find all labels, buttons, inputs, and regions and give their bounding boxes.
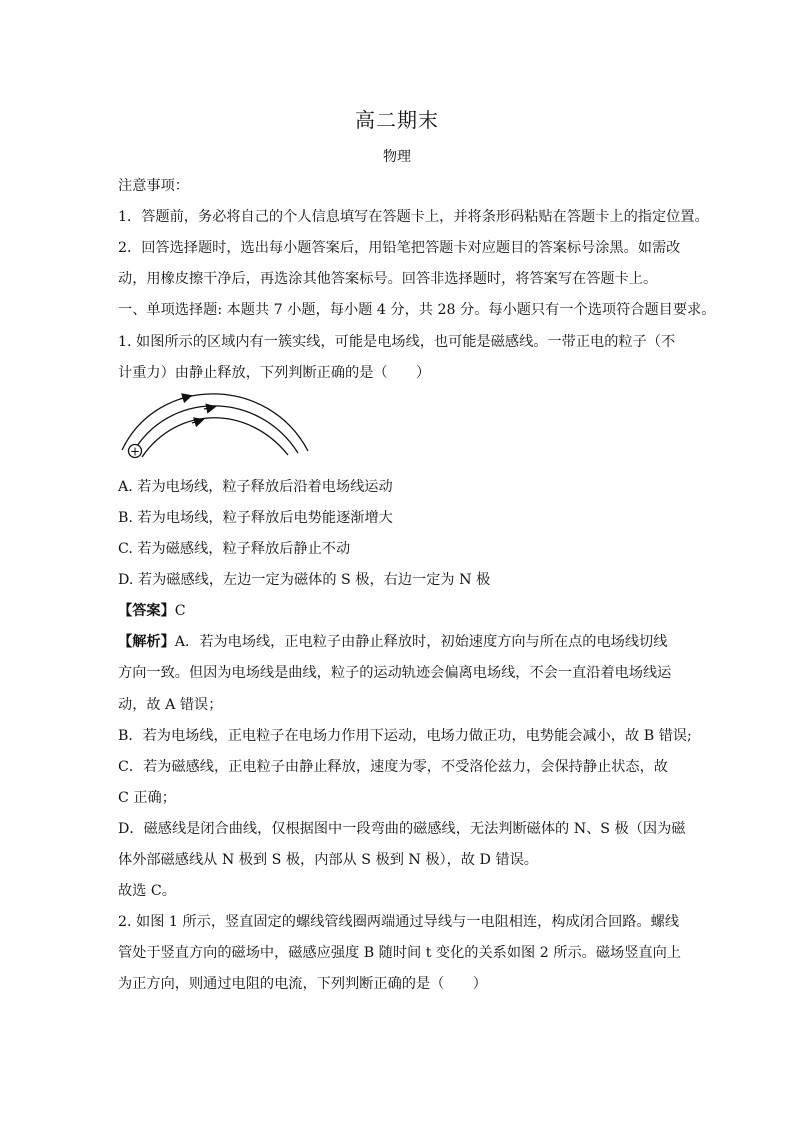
q2-stem-line-3: 为正方向，则通过电阻的电流，下列判断正确的是（ ）: [118, 976, 487, 992]
answer-value: C: [174, 603, 186, 619]
arrow-outer: [180, 396, 190, 399]
analysis-text: A．若为电场线，正电粒子由静止释放时，初始速度方向与所在点的电场线切线: [174, 634, 668, 650]
q1-analysis-line-5: C．若为磁感线，正电粒子由静止释放，速度为零，不受洛伦兹力，会保持静止状态，故: [118, 759, 668, 775]
q1-analysis-line-8: 体外部磁感线从 N 极到 S 极，内部从 S 极到 N 极），故 D 错误。: [118, 852, 538, 868]
notice-item-2: 2．回答选择题时，选出每小题答案后，用铅笔把答题卡对应题目的答案标号涂黑。如需改: [118, 240, 681, 256]
q1-option-a: A. 若为电场线，粒子释放后沿着电场线运动: [118, 479, 393, 495]
q1-conclusion: 故选 C。: [118, 883, 176, 899]
q1-option-d: D. 若为磁感线，左边一定为磁体的 S 极，右边一定为 N 极: [118, 572, 491, 588]
field-line-middle: [132, 406, 298, 454]
page-title: 高二期末: [355, 108, 439, 132]
field-line-inner: [142, 418, 288, 457]
arrow-middle: [204, 407, 214, 409]
q1-answer: [118, 601, 688, 621]
notice-item-2-cont: 动，用橡皮擦干净后，再选涂其他答案标号。回答非选择题时，将答案写在答题卡上。: [118, 271, 658, 287]
q1-analysis-line-6: C 正确；: [118, 790, 176, 806]
q2-stem-line-1: 2. 如图 1 所示，竖直固定的螺线管线圈两端通过导线与一电阻相连，构成闭合回路。螺线: [118, 914, 680, 930]
q1-stem-line-1: 1. 如图所示的区域内有一簇实线，可能是电场线，也可能是磁感线。一带正电的粒子（不: [118, 334, 676, 350]
q1-analysis-line-4: B．若为电场线，正电粒子在电场力作用下运动，电场力做正功，电势能会减小，故 B 错误;: [118, 728, 692, 744]
q1-option-b: B. 若为电场线，粒子释放后电势能逐渐增大: [118, 510, 393, 526]
analysis-label: 【解析】: [118, 634, 175, 650]
q1-analysis-line-7: D．磁感线是闭合曲线，仅根据图中一段弯曲的磁感线，无法判断磁体的 N、S 极（因为磁: [118, 821, 686, 837]
notice-heading: 注意事项：: [118, 178, 189, 194]
q1-stem-line-2: 计重力）由静止释放，下列判断正确的是（ ）: [118, 365, 431, 381]
q1-analysis-line-3: 动，故 A 错误；: [118, 697, 223, 713]
q1-option-c: C. 若为磁感线，粒子释放后静止不动: [118, 541, 351, 557]
field-line-outer: [122, 394, 308, 451]
q2-stem-line-2: 管处于竖直方向的磁场中，磁感应强度 B 随时间 t 变化的关系如图 2 所示。磁场竖直向上: [118, 945, 681, 961]
q1-analysis-line-1: [118, 632, 688, 652]
particle-symbol: +: [129, 444, 141, 459]
notice-item-1: 1．答题前，务必将自己的个人信息填写在答题卡上，并将条形码粘贴在答题卡上的指定位置。: [118, 209, 709, 225]
section-heading: 一、单项选择题: 本题共 7 小题，每小题 4 分，共 28 分。每小题只有一个选项符合题目要求。: [118, 302, 716, 318]
field-lines-figure: [118, 385, 318, 465]
subject-title: 物理: [383, 149, 411, 165]
q1-analysis-line-2: 方向一致。但因为电场线是曲线，粒子的运动轨迹会偏离电场线，不会一直沿着电场线运: [118, 665, 672, 681]
answer-label: 【答案】: [118, 603, 175, 619]
